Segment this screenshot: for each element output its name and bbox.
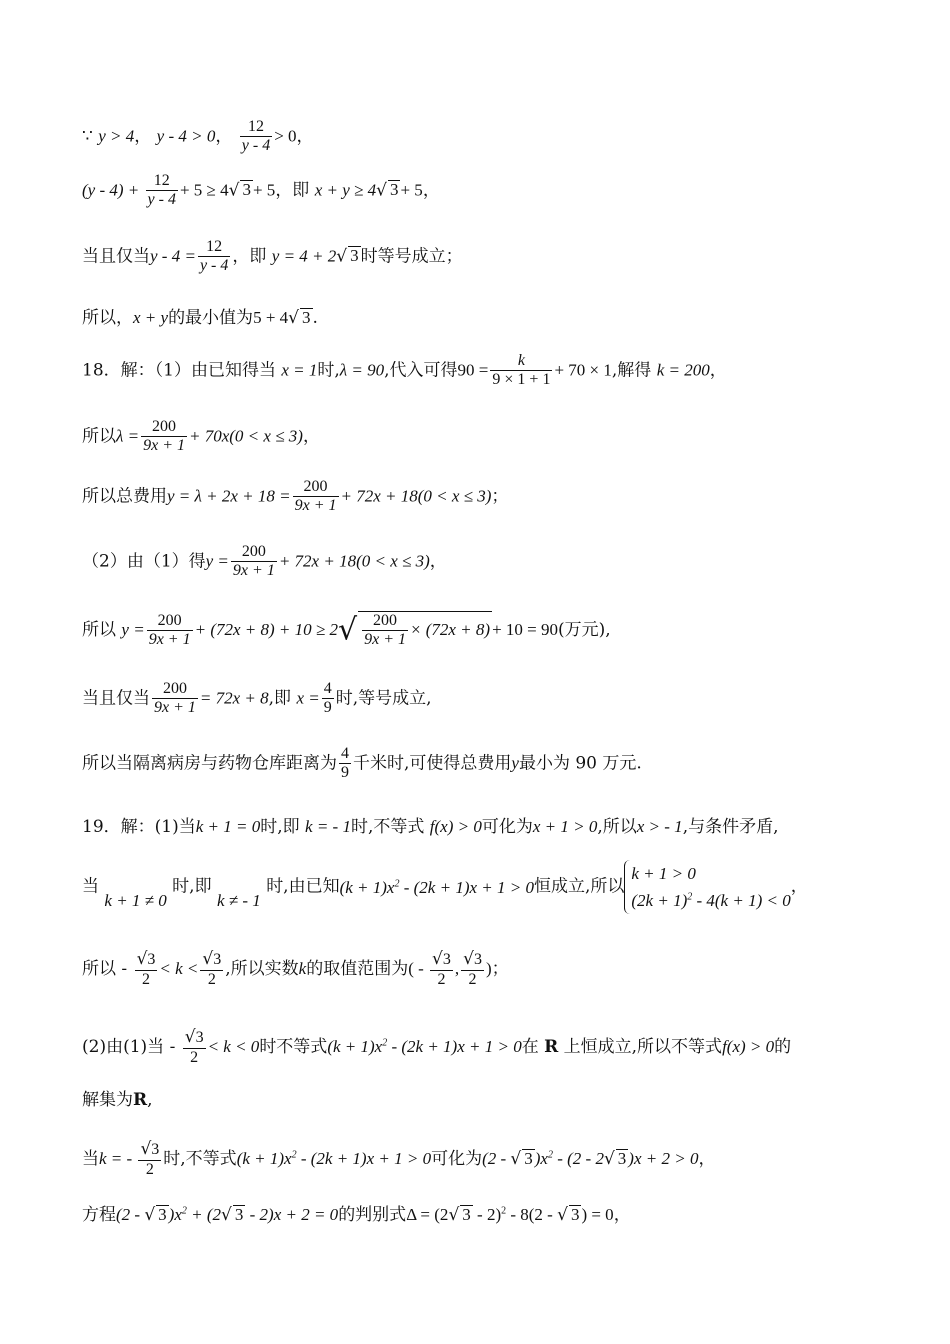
text: 解集为 [82, 1090, 133, 1110]
text: 所以总费用 [82, 486, 167, 507]
text: 时不等式 [259, 1036, 328, 1057]
math: y = 4 + 2 [271, 246, 337, 266]
text: ， [790, 876, 808, 897]
radicand: 3 [242, 180, 251, 200]
fraction: $\frac{4}{9}$ [323, 680, 332, 717]
text: ，即 [232, 246, 272, 267]
math: x + y ≥ 4 [314, 180, 377, 200]
text: 时等号成立； [360, 246, 463, 267]
text: 可化为 [481, 817, 533, 837]
math: + 72x + 18(0 < x ≤ 3) [340, 486, 492, 506]
math: x + 1 > 0 [532, 817, 598, 836]
math: ( - [408, 958, 429, 978]
text: ； [491, 958, 509, 979]
line-3 [82, 238, 463, 276]
text: 千米时,可使得总费用 [353, 753, 512, 774]
fraction: $\frac{12}{y - 4}$ [199, 238, 229, 275]
text: 方程 [82, 1205, 116, 1225]
fraction: $\frac{4}{9}$ [341, 745, 349, 782]
text: ， [709, 360, 727, 381]
text: ， [296, 126, 314, 147]
math: x = 1 [281, 360, 318, 380]
math: + 5 [400, 180, 423, 200]
text: ， [429, 551, 447, 572]
text: ； [491, 486, 509, 507]
text: 时,由已知 [266, 876, 340, 897]
sqrt-symbol: √ [228, 180, 240, 201]
because-symbol: ∵ [82, 126, 99, 147]
line-4 [82, 308, 318, 327]
fraction: $\frac{√3}{2}$ [463, 949, 482, 988]
fraction: $\frac{200}{9x + 1}$ [143, 418, 185, 455]
text: (2)由(1)当 - [82, 1036, 181, 1057]
sqrt-symbol: √ [336, 246, 348, 267]
text: (万元), [558, 619, 611, 640]
line-9 [82, 611, 611, 650]
math: λ = 90 [339, 360, 385, 380]
real-set-R: R [133, 1090, 148, 1110]
line-10 [82, 680, 432, 718]
fraction: $\frac{200}{9x + 1}$ [364, 612, 406, 649]
line-1 [82, 118, 314, 156]
math: f(x) > 0 [722, 1036, 775, 1056]
math: = 72x + 8 [199, 688, 269, 708]
text: ,所以 [597, 817, 637, 837]
math: y [511, 753, 519, 773]
math: Δ = (2√ 3 - 2)$^2$ - 8(2 - √ 3 ) = 0 [406, 1205, 614, 1225]
text: 19．解：(1)当 [82, 817, 196, 837]
math: y > 4 [98, 126, 135, 146]
text: ,与条件矛盾, [682, 817, 779, 837]
fraction: $\frac{200}{9x + 1}$ [232, 543, 275, 580]
text: （2）由（1）得 [82, 551, 206, 572]
text: ， [422, 180, 440, 201]
math: x + y [133, 308, 169, 327]
math: x = [296, 688, 320, 708]
text: ,所以实数 [225, 958, 299, 979]
sqrt-symbol: √ [376, 180, 387, 201]
text: 所以， [82, 308, 133, 328]
text: . [312, 308, 318, 328]
math: + (72x + 8) + 10 ≥ 2 [194, 619, 338, 639]
line-7 [82, 478, 508, 516]
text: ， [698, 1148, 716, 1169]
text: 所以 [82, 619, 122, 640]
real-set-R: R [544, 1036, 559, 1057]
line-18 [82, 1205, 631, 1224]
radicand: $\frac{200}{9x + 1}$ × (72x + 8) [358, 611, 492, 650]
text: , [147, 1090, 153, 1110]
math: , [454, 958, 460, 978]
sqrt-symbol: √ [337, 612, 358, 648]
math: y - 4 > 0 [156, 126, 216, 146]
math: < k < [159, 958, 199, 978]
math: x > - 1 [636, 817, 683, 836]
text: 时, [317, 360, 340, 381]
text: 时,即 [260, 817, 306, 837]
text: ， [302, 426, 320, 447]
text: 时,不等式 [350, 817, 430, 837]
text: ,解得 [611, 360, 657, 381]
fraction: $\frac{√3}{2}$ [432, 949, 451, 988]
text: 恒成立,所以 [533, 876, 625, 897]
math: > 0 [274, 126, 297, 146]
fraction: $\frac{12}{y - 4}$ [147, 172, 176, 209]
line-12 [82, 818, 779, 836]
fraction: $\frac{√3}{2}$ [136, 949, 156, 988]
math: k + 1 ≠ 0 [104, 891, 167, 911]
text: 当且仅当 [82, 246, 150, 267]
text: 上恒成立,所以不等式 [558, 1036, 723, 1057]
text: 的 [774, 1036, 792, 1057]
text: 当且仅当 [82, 688, 150, 709]
text: ， [613, 1205, 631, 1225]
math: λ = [116, 426, 140, 446]
text: 所以 - [82, 958, 133, 979]
text: 时,等号成立, [335, 688, 432, 709]
text: 所以当隔离病房与药物仓库距离为 [82, 753, 337, 774]
text: 18．解：（1）由已知得当 [82, 360, 282, 381]
text: 在 [521, 1036, 545, 1057]
text: ，即 [275, 180, 315, 201]
radicand: 3 [350, 246, 359, 266]
math: k + 1 = 0 [195, 817, 261, 836]
math: 90 = [457, 360, 489, 380]
math: ) [485, 958, 492, 978]
system-brace: k + 1 > 0 $(2k + 1)^2 - 4(k + 1) < 0$ [624, 860, 790, 914]
text: 的最小值为 [168, 308, 254, 328]
line-16 [82, 1092, 153, 1109]
math: 5 + 4 [253, 308, 289, 327]
line-13 [82, 860, 808, 914]
fraction: $\frac{12}{y - 4}$ [241, 118, 271, 155]
math: k ≠ - 1 [216, 891, 261, 911]
math: $(k + 1)x^2 - (2k + 1)x + 1 > 0$ [327, 1036, 522, 1056]
fraction: $\frac{√3}{2}$ [202, 949, 222, 988]
line-14 [82, 950, 509, 989]
math: + 10 = 90 [492, 619, 558, 639]
radicand: 3 [302, 308, 311, 327]
math: y = [205, 551, 229, 571]
text: 时,即 [172, 876, 212, 897]
math: k = - [99, 1148, 137, 1168]
math: $(k + 1)x^2 - (2k + 1)x + 1 > 0$ [339, 877, 534, 897]
math: (y - 4) + [82, 180, 144, 200]
math: y = [121, 619, 145, 639]
line-11 [82, 745, 642, 783]
math: k = 200 [656, 360, 710, 380]
text: ， [215, 126, 233, 147]
math: k = - 1 [305, 817, 351, 836]
line-15 [82, 1028, 791, 1067]
text: ， [134, 126, 152, 147]
line-8 [82, 543, 447, 581]
math: y = λ + 2x + 18 = [167, 486, 291, 506]
text: 当 [82, 1148, 99, 1169]
fraction: $\frac{k}{9 \times 1 + 1}$ [492, 352, 551, 389]
math: $(k + 1)x^2 - (2k + 1)x + 1 > 0$ [236, 1148, 432, 1168]
math: + 70 × 1 [554, 360, 612, 380]
math: y - 4 = [150, 246, 196, 266]
fraction: $\frac{√3}{2}$ [184, 1027, 204, 1066]
fraction: $\frac{200}{9x + 1}$ [154, 680, 196, 717]
fraction: $\frac{√3}{2}$ [140, 1139, 160, 1178]
math: f(x) > 0 [429, 817, 482, 836]
sqrt-symbol: √ [288, 308, 299, 328]
radicand: 3 [389, 180, 399, 200]
text: 可化为 [431, 1148, 483, 1169]
math: + 70x(0 < x ≤ 3) [189, 426, 303, 446]
text: 时,不等式 [163, 1148, 237, 1169]
text: ,代入可得 [384, 360, 458, 381]
math: k [298, 958, 307, 978]
math: + 72x + 18(0 < x ≤ 3) [278, 551, 430, 571]
math: + 5 ≥ 4 [179, 180, 229, 200]
text: 的取值范围为 [306, 958, 409, 979]
fraction: $\frac{200}{9x + 1}$ [294, 478, 337, 515]
line-5 [82, 352, 727, 390]
text: ,即 [268, 688, 297, 709]
text: 最小为 90 万元. [518, 753, 642, 774]
text: 所以 [82, 426, 116, 447]
text: 的判别式 [338, 1205, 407, 1225]
math: (2 - √ 3 )$x^2 - (2 - 2√$ 3 )x + 2 > 0 [482, 1148, 699, 1169]
line-2 [82, 172, 440, 210]
line-17 [82, 1140, 715, 1179]
math: < k < 0 [207, 1036, 260, 1056]
line-6 [82, 418, 320, 456]
text: 当 [82, 876, 99, 897]
fraction: $\frac{200}{9x + 1}$ [148, 611, 191, 648]
math: + 5 [252, 180, 276, 200]
math: (2 - √ 3 )$x^2 + (2√$ 3 - 2)x + 2 = 0 [116, 1205, 339, 1225]
